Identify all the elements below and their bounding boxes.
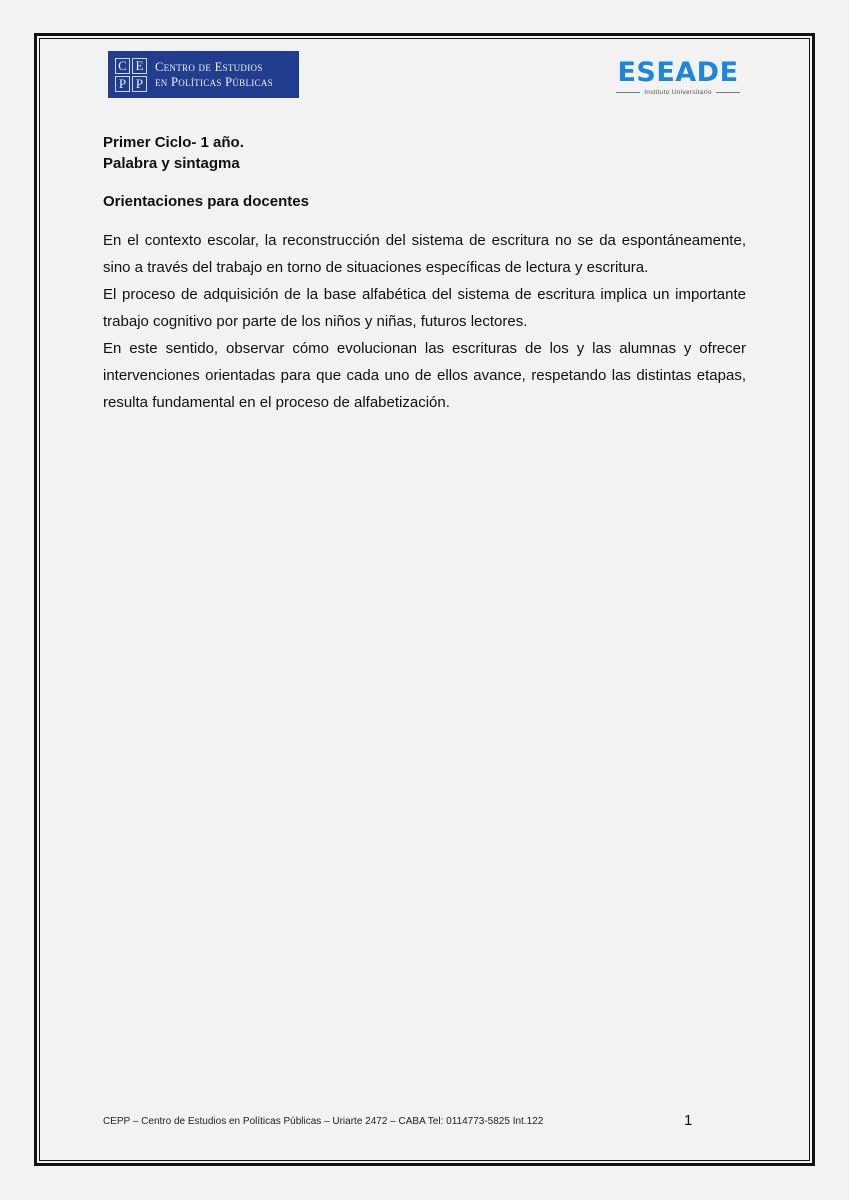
cepp-logo-letter: E bbox=[132, 58, 147, 74]
paragraph: En el contexto escolar, la reconstrucción del sistema de escritura no se da espontáneamente, sino a través del trabajo en torno de situaciones específicas de lectura y escritura. bbox=[103, 232, 746, 276]
cepp-logo-letter: C bbox=[115, 58, 130, 74]
paragraph: En este sentido, observar cómo evolucionan las escrituras de los y las alumnas y ofrecer intervenciones orientadas para que cada uno de ellos avance, respetando las distintas etapas, resulta fundamental en el proceso de alfabetización. bbox=[103, 340, 746, 411]
cepp-logo-line1: Centro de Estudios bbox=[155, 59, 263, 74]
document-body bbox=[103, 227, 746, 416]
footer-text: CEPP – Centro de Estudios en Políticas Públicas – Uriarte 2472 – CABA Tel: 0114773-5825 Int.122 bbox=[103, 1116, 544, 1127]
cepp-logo-mark bbox=[115, 58, 147, 92]
eseade-logo-name: ESEADE bbox=[617, 57, 739, 88]
paragraph: El proceso de adquisición de la base alfabética del sistema de escritura implica un importante trabajo cognitivo por parte de los niños y niñas, futuros lectores. bbox=[103, 286, 746, 330]
eseade-logo bbox=[612, 58, 744, 100]
document-heading-line1: Primer Ciclo- 1 año. bbox=[103, 134, 244, 151]
document-content bbox=[103, 132, 746, 416]
page-number: 1 bbox=[684, 1112, 693, 1129]
cepp-logo-letter: P bbox=[115, 76, 130, 92]
document-heading-line2: Palabra y sintagma bbox=[103, 155, 240, 172]
cepp-logo-line2: en Políticas Públicas bbox=[155, 74, 273, 89]
cepp-logo-letter: P bbox=[132, 76, 147, 92]
eseade-logo-subtitle: Instituto Universitario bbox=[644, 89, 712, 96]
eseade-divider-right bbox=[716, 92, 740, 93]
section-title: Orientaciones para docentes bbox=[103, 193, 309, 210]
cepp-logo-text bbox=[155, 60, 273, 90]
cepp-logo bbox=[108, 51, 299, 98]
eseade-logo-subtitle-row bbox=[612, 89, 744, 96]
eseade-divider-left bbox=[616, 92, 640, 93]
